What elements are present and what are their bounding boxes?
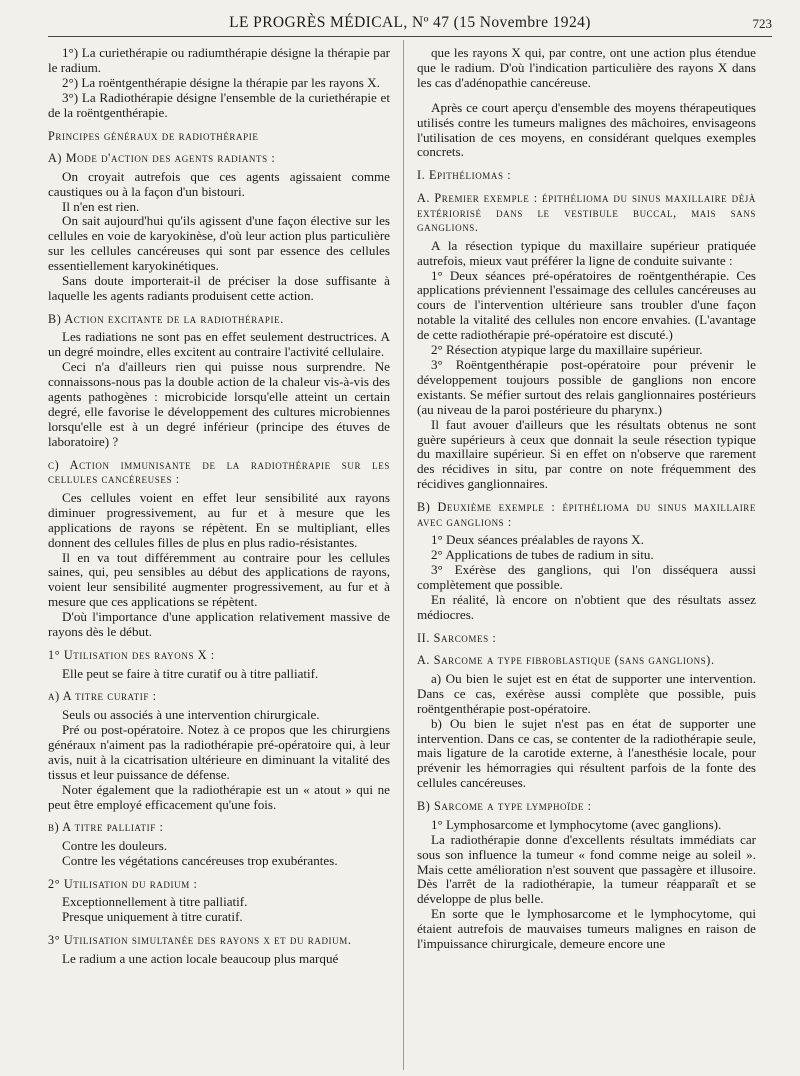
paragraph: Sans doute importerait-il de préciser la dose suffisante à laquelle les agents radiants produisent cette action. (48, 273, 390, 303)
section-heading: b) A titre palliatif : (48, 820, 164, 835)
section-heading: I. Epithéliomas : (417, 168, 512, 183)
section-heading: A) Mode d'action des agents radiants : (48, 151, 276, 166)
paragraph: 3°) La Radiothérapie désigne l'ensemble de la curiethérapie et de la roëntgenthérapie. (48, 89, 390, 120)
paragraph: On croyait autrefois que ces agents agissaient comme caustiques ou à la façon d'un bistouri. (48, 168, 390, 199)
paragraph: Contre les douleurs. (62, 838, 168, 853)
paragraph: 1° Lymphosarcome et lymphocytome (avec ganglions). (431, 816, 722, 832)
section-heading: 1° Utilisation des rayons X : (48, 647, 215, 662)
paragraph: a) Ou bien le sujet est en état de supporter une intervention. Dans ce cas, exérèse aussi complète que possible, puis roëntgenthérapie post-opératoire. (417, 670, 756, 716)
paragraph: b) Ou bien le sujet n'est pas en état de supporter une intervention. Dans ce cas, se contenter de la radiothérapie seule, mais ligature de la carotide externe, à l'anesthésie locale, pour prévenir les hémorragies qui résultent parfois de la fonte des cellules cancéreuses. (417, 715, 756, 791)
section-heading: B) Action excitante de la radiothérapie. (48, 311, 284, 326)
paragraph: 2° Résection atypique large du maxillaire supérieur. (431, 342, 703, 358)
section-heading: A. Premier exemple : épithélioma du sinus maxillaire déjà extériorisé dans le vestibule buccal, mais sans ganglions. (417, 190, 756, 235)
section-heading: A. Sarcome a type fibroblastique (sans ganglions). (417, 653, 715, 668)
section-heading: 2° Utilisation du radium : (48, 876, 198, 891)
paragraph: Exceptionnellement à titre palliatif. (62, 894, 248, 910)
paragraph: 2° Applications de tubes de radium in situ. (431, 547, 654, 563)
page-number: 723 (752, 16, 772, 31)
paragraph: 1° Deux séances préalables de rayons X. (431, 532, 644, 548)
paragraph: Ces cellules voient en effet leur sensibilité aux rayons diminuer progressivement, au fur et à mesure que les applications de rayons se répètent. En se multipliant, elles donnent des cellules filles de plus en plus radio-résistantes. (48, 489, 390, 550)
section-heading: II. Sarcomes : (417, 630, 497, 645)
paragraph: 2°) La roëntgenthérapie désigne la thérapie par les rayons X. (62, 74, 380, 90)
paragraph: Il en va tout différemment au contraire pour les cellules saines, qui, peu sensibles au début des applications de rayons, voient leur sensibilité augmenter progressivement, au fur et à mesure que ces applications se répètent. (48, 549, 390, 610)
paragraph: Ceci n'a d'ailleurs rien qui puisse nous surprendre. Ne connaissons-nous pas la double action de la chaleur vis-à-vis des agents pathogènes : microbicide lorsqu'elle atteint un certain degré, elle favorise le développement des cultures microbiennes lorsqu'elle est à un degré inférieur (principe des étuves de laboratoire) ? (48, 359, 390, 449)
paragraph: que les rayons X qui, par contre, ont une action plus étendue que le radium. D'où l'indication particulière des rayons X dans les cas d'adénopathie cancéreuse. (417, 45, 756, 90)
paragraph: 3° Exérèse des ganglions, qui l'on disséquera aussi complètement que possible. (417, 562, 756, 593)
section-heading: c) Action immunisante de la radiothérapie sur les cellules cancéreuses : (48, 457, 390, 487)
section-heading: 3° Utilisation simultanée des rayons x et du radium. (48, 933, 352, 948)
paragraph: 3° Roëntgenthérapie post-opératoire pour prévenir le développement toujours possible de ganglions non encore existants. Se méfier surtout des relais ganglionnaires postérieurs (au niveau de la paroi postérieure du pharynx.) (417, 356, 756, 417)
paragraph: En sorte que le lymphosarcome et le lymphocytome, qui étaient autrefois de mauvaises tumeurs malignes en raison de l'impuissance chirurgicale, demeure encore une (417, 906, 756, 952)
right-column (417, 46, 756, 952)
journal-title: LE PROGRÈS MÉDICAL, Nº 47 (15 Novembre 1924) (229, 14, 591, 31)
column-divider (403, 40, 404, 1070)
paragraph: 1° Deux séances pré-opératoires de roëntgenthérapie. Ces applications préviennent l'essaimage des cellules cancéreuses au cours de l'intervention ultérieure sans troubler d'une façon notable la vitalité des cellules non encore envahies. (L'avantage de cette radiothérapie pré-opératoire est discuté.) (417, 267, 756, 343)
paragraph: Contre les végétations cancéreuses trop exubérantes. (62, 852, 338, 868)
section-heading: B) Sarcome a type lymphoïde : (417, 799, 592, 814)
paragraph: Pré ou post-opératoire. Notez à ce propos que les chirurgiens généraux n'aiment pas la radiothérapie pré-opératoire qui, à leur avis, nuit à la cicatrisation ultérieure en diminuant la vitalité des tissus et leur puissance de défense. (48, 721, 390, 782)
paragraph: 1°) La curiethérapie ou radiumthérapie désigne la thérapie par le radium. (48, 45, 390, 75)
paragraph: Noter également que la radiothérapie est un « atout » qui ne peut être employé efficacement qu'une fois. (48, 781, 390, 812)
paragraph: A la résection typique du maxillaire supérieur pratiquée autrefois, mieux vaut préférer la ligne de conduite suivante : (417, 237, 756, 268)
paragraph: Il n'en est rien. (62, 198, 140, 214)
section-heading: Principes généraux de radiothérapie (48, 128, 259, 143)
paragraph: Presque uniquement à titre curatif. (62, 909, 243, 925)
paragraph: Les radiations ne sont pas en effet seulement destructrices. A un degré moindre, elles excitent au contraire l'activité cellulaire. (48, 329, 390, 360)
paragraph: Elle peut se faire à titre curatif ou à titre palliatif. (62, 665, 319, 681)
paragraph: En réalité, là encore on n'obtient que des résultats assez médiocres. (417, 591, 756, 622)
running-header (48, 12, 772, 37)
section-heading: a) A titre curatif : (48, 689, 157, 704)
section-heading: B) Deuxième exemple : épithélioma du sinus maxillaire avec ganglions : (417, 500, 756, 529)
paragraph: Après ce court aperçu d'ensemble des moyens thérapeutiques utilisés contre les tumeurs malignes des mâchoires, envisageons l'utilisation de ces moyens, en considérant quelques exemples concrets. (417, 99, 756, 160)
paragraph: D'où l'importance d'une application relativement massive de rayons dès le début. (48, 609, 390, 640)
paragraph: Seuls ou associés à une intervention chirurgicale. (62, 707, 320, 723)
paragraph: Le radium a une action locale beaucoup plus marqué (62, 950, 339, 966)
paragraph: On sait aujourd'hui qu'ils agissent d'une façon élective sur les cellules en voie de karyokinèse, d'où leur action plus particulière sur les cellules cancéreuses qui sont par essence des cellules essentiellement karyokinétiques. (48, 213, 390, 274)
left-column (48, 46, 390, 967)
paragraph: Il faut avouer d'ailleurs que les résultats obtenus ne sont guère supérieurs à ceux que donnait la seule résection typique du maxillaire supérieur. Si en effet on n'observe que rarement des récidives in situ, par contre on note fréquemment des récidives ganglionnaires. (417, 416, 756, 492)
paragraph: La radiothérapie donne d'excellents résultats immédiats car sous son influence la tumeur « fond comme neige au soleil ». Mais cette amélioration n'est souvent que passagère et illusoire. Dès l'arrêt de la radiothérapie, la tumeur réapparaît et se développe de plus belle. (417, 831, 756, 907)
